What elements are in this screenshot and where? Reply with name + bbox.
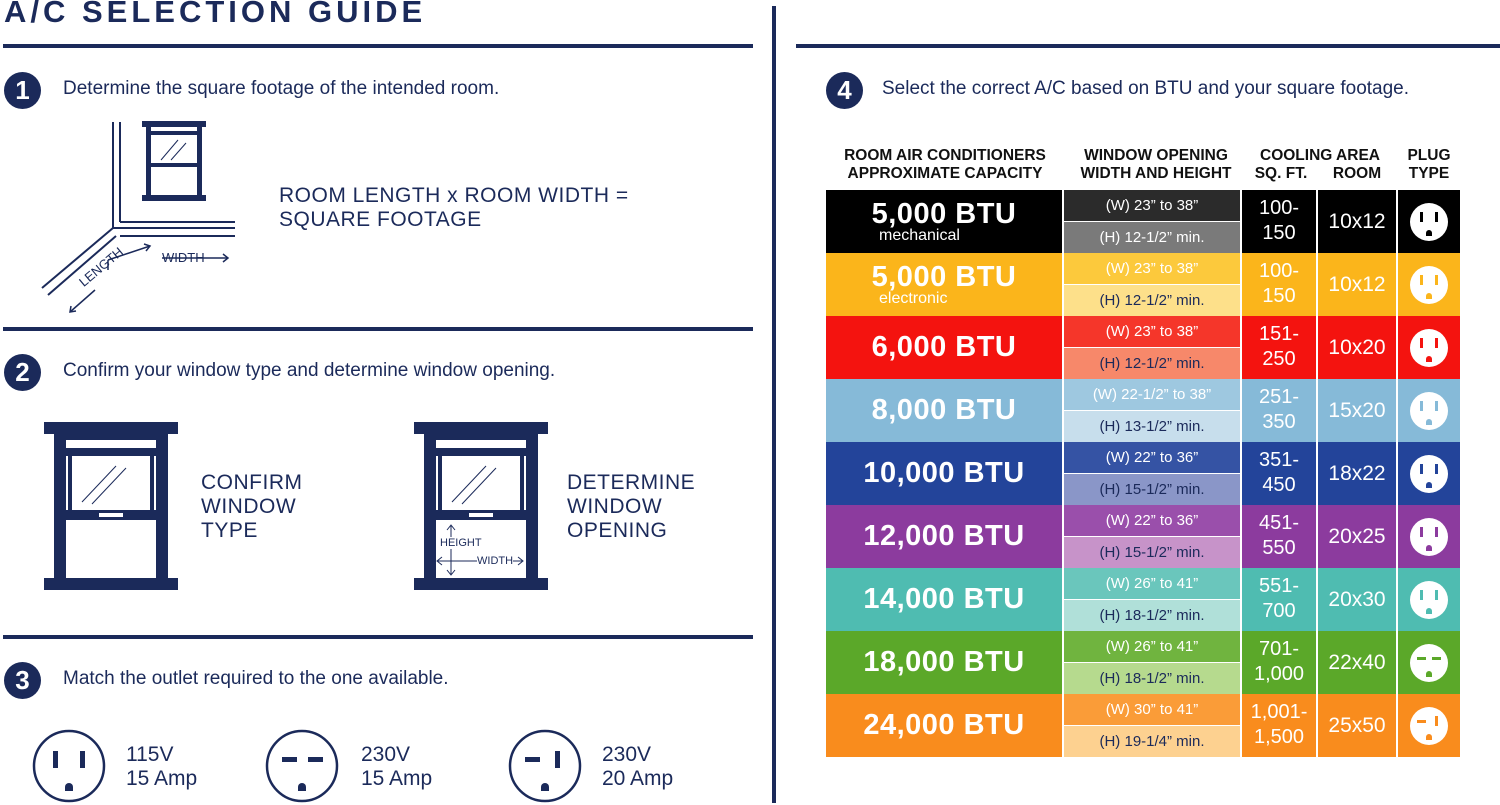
btu-value: 12,000 BTU <box>863 520 1025 552</box>
window-cell <box>1064 190 1240 253</box>
window-height: (H) 18-1/2” min. <box>1064 600 1240 631</box>
plug-type-cell <box>1398 316 1460 379</box>
step-2-text: Confirm your window type and determine window opening. <box>63 360 556 381</box>
room-size: 22x40 <box>1318 631 1396 694</box>
header-plug-type <box>1398 147 1460 183</box>
sqft-cell <box>1242 442 1316 505</box>
outlet-3-volt: 230V <box>602 743 652 766</box>
btu-value: 18,000 BTU <box>863 646 1025 678</box>
btu-type: mechanical <box>879 227 960 244</box>
window-cell <box>1064 253 1240 316</box>
confirm-line-1: CONFIRM <box>201 471 303 494</box>
window-cell <box>1064 568 1240 631</box>
room-size: 20x25 <box>1318 505 1396 568</box>
outlet-2-amp: 15 Amp <box>361 767 433 790</box>
outlet-230v-15a-icon <box>265 729 341 805</box>
sqft-cell <box>1242 379 1316 442</box>
table-row <box>826 442 1460 505</box>
sqft-cell <box>1242 694 1316 757</box>
capacity-cell <box>826 442 1062 505</box>
sqft-from: 351- <box>1258 449 1300 471</box>
step-3-number: 3 <box>4 662 41 699</box>
room-size: 10x12 <box>1318 190 1396 253</box>
window-width: (W) 23” to 38” <box>1064 316 1240 347</box>
outlet-230v-20a-icon <box>508 729 584 805</box>
table-row <box>826 379 1460 442</box>
step-1-text: Determine the square footage of the intended room. <box>63 78 500 99</box>
room-size: 25x50 <box>1318 694 1396 757</box>
sqft-to: 550 <box>1262 537 1296 559</box>
window-cell <box>1064 379 1240 442</box>
window-cell <box>1064 694 1240 757</box>
btu-value: 14,000 BTU <box>863 583 1025 615</box>
table-row <box>826 505 1460 568</box>
header-capacity-line-1: ROOM AIR CONDITIONERS <box>844 147 1046 164</box>
determine-line-3: OPENING <box>567 519 668 542</box>
sqft-cell <box>1242 505 1316 568</box>
confirm-line-2: WINDOW <box>201 495 297 518</box>
window-height: (H) 13-1/2” min. <box>1064 411 1240 442</box>
btu-value: 5,000 BTU <box>871 198 1017 230</box>
width-label: WIDTH <box>162 250 205 265</box>
outlet-3-amp: 20 Amp <box>602 767 674 790</box>
sqft-cell <box>1242 190 1316 253</box>
determine-line-2: WINDOW <box>567 495 663 518</box>
room-size: 15x20 <box>1318 379 1396 442</box>
step-2-number: 2 <box>4 354 41 391</box>
sqft-to: 450 <box>1262 474 1296 496</box>
room-size: 18x22 <box>1318 442 1396 505</box>
plug-type-cell <box>1398 694 1460 757</box>
room-size: 10x12 <box>1318 253 1396 316</box>
header-plug-line-1: PLUG <box>1407 147 1451 164</box>
capacity-cell <box>826 316 1062 379</box>
plug-type-cell <box>1398 505 1460 568</box>
divider <box>796 44 1500 48</box>
window-type-icon <box>44 422 180 592</box>
table-row <box>826 190 1460 253</box>
plug-type-cell <box>1398 379 1460 442</box>
confirm-line-3: TYPE <box>201 519 258 542</box>
sqft-cell <box>1242 631 1316 694</box>
length-label: LENGTH <box>76 244 127 290</box>
header-sqft: SQ. FT. <box>1254 165 1308 182</box>
btu-value: 24,000 BTU <box>863 709 1025 741</box>
capacity-cell <box>826 568 1062 631</box>
plug-type-cell <box>1398 190 1460 253</box>
header-plug-line-2: TYPE <box>1408 165 1450 182</box>
btu-value: 10,000 BTU <box>863 457 1025 489</box>
sqft-to: 700 <box>1262 600 1296 622</box>
window-height: (H) 19-1/4” min. <box>1064 726 1240 757</box>
sqft-to: 1,000 <box>1253 663 1305 685</box>
header-window-line-1: WINDOW OPENING <box>1084 147 1228 164</box>
determine-line-1: DETERMINE <box>567 471 696 494</box>
capacity-cell <box>826 190 1062 253</box>
plug-type-cell <box>1398 631 1460 694</box>
sqft-from: 701- <box>1258 638 1300 660</box>
page-title: A/C SELECTION GUIDE <box>4 0 427 29</box>
sqft-to: 150 <box>1262 285 1296 307</box>
step-1-number: 1 <box>4 72 41 109</box>
formula-line-1: ROOM LENGTH x ROOM WIDTH = <box>279 184 629 207</box>
capacity-cell <box>826 694 1062 757</box>
table-row <box>826 568 1460 631</box>
header-window <box>1066 147 1246 183</box>
step-4-number: 4 <box>826 72 863 109</box>
sqft-cell <box>1242 316 1316 379</box>
sqft-to: 250 <box>1262 348 1296 370</box>
header-capacity <box>826 147 1064 183</box>
window-width: (W) 23” to 38” <box>1064 190 1240 221</box>
header-window-line-2: WIDTH AND HEIGHT <box>1080 165 1232 182</box>
divider <box>3 44 753 48</box>
outlet-1-amp: 15 Amp <box>126 767 198 790</box>
header-capacity-line-2: APPROXIMATE CAPACITY <box>847 165 1043 182</box>
height-label: HEIGHT <box>440 537 482 549</box>
plug-type-cell <box>1398 442 1460 505</box>
sqft-from: 251- <box>1258 386 1300 408</box>
sqft-from: 100- <box>1258 260 1300 282</box>
window-width: (W) 22-1/2” to 38” <box>1064 379 1240 410</box>
room-corner-illustration <box>40 120 240 320</box>
window-height: (H) 12-1/2” min. <box>1064 222 1240 253</box>
center-divider <box>772 6 776 803</box>
sqft-from: 551- <box>1258 575 1300 597</box>
window-cell <box>1064 316 1240 379</box>
sqft-to: 350 <box>1262 411 1296 433</box>
divider <box>3 327 753 331</box>
capacity-cell <box>826 505 1062 568</box>
sqft-from: 151- <box>1258 323 1300 345</box>
table-row <box>826 253 1460 316</box>
sqft-cell <box>1242 568 1316 631</box>
window-cell <box>1064 631 1240 694</box>
window-height: (H) 12-1/2” min. <box>1064 285 1240 316</box>
sqft-from: 100- <box>1258 197 1300 219</box>
header-room: ROOM <box>1332 165 1382 182</box>
room-size: 20x30 <box>1318 568 1396 631</box>
sqft-from: 1,001- <box>1250 701 1308 723</box>
window-width: (W) 23” to 38” <box>1064 253 1240 284</box>
step-3-text: Match the outlet required to the one available. <box>63 668 449 689</box>
table-row <box>826 694 1460 757</box>
step-4-text: Select the correct A/C based on BTU and your square footage. <box>882 78 1410 99</box>
btu-type: electronic <box>879 290 948 307</box>
window-cell <box>1064 442 1240 505</box>
divider <box>3 635 753 639</box>
btu-value: 6,000 BTU <box>871 331 1017 363</box>
sqft-to: 1,500 <box>1253 726 1305 748</box>
btu-value: 5,000 BTU <box>871 261 1017 293</box>
header-cooling-area: COOLING AREA <box>1260 147 1380 164</box>
outlet-1-volt: 115V <box>126 743 174 766</box>
window-height: (H) 18-1/2” min. <box>1064 663 1240 694</box>
room-size: 10x20 <box>1318 316 1396 379</box>
outlet-115v-15a-icon <box>32 729 108 805</box>
window-cell <box>1064 505 1240 568</box>
capacity-cell <box>826 253 1062 316</box>
outlet-2-volt: 230V <box>361 743 411 766</box>
capacity-cell <box>826 631 1062 694</box>
table-row <box>826 316 1460 379</box>
table-row <box>826 631 1460 694</box>
capacity-cell <box>826 379 1062 442</box>
opening-width-label: WIDTH <box>477 555 514 567</box>
plug-type-cell <box>1398 253 1460 316</box>
sqft-cell <box>1242 253 1316 316</box>
window-height: (H) 15-1/2” min. <box>1064 474 1240 505</box>
window-width: (W) 22” to 36” <box>1064 442 1240 473</box>
plug-type-cell <box>1398 568 1460 631</box>
sqft-to: 150 <box>1262 222 1296 244</box>
window-height: (H) 12-1/2” min. <box>1064 348 1240 379</box>
window-width: (W) 22” to 36” <box>1064 505 1240 536</box>
window-width: (W) 26” to 41” <box>1064 568 1240 599</box>
formula-line-2: SQUARE FOOTAGE <box>279 208 482 231</box>
window-width: (W) 26” to 41” <box>1064 631 1240 662</box>
sqft-from: 451- <box>1258 512 1300 534</box>
btu-value: 8,000 BTU <box>871 394 1017 426</box>
window-width: (W) 30” to 41” <box>1064 694 1240 725</box>
window-height: (H) 15-1/2” min. <box>1064 537 1240 568</box>
